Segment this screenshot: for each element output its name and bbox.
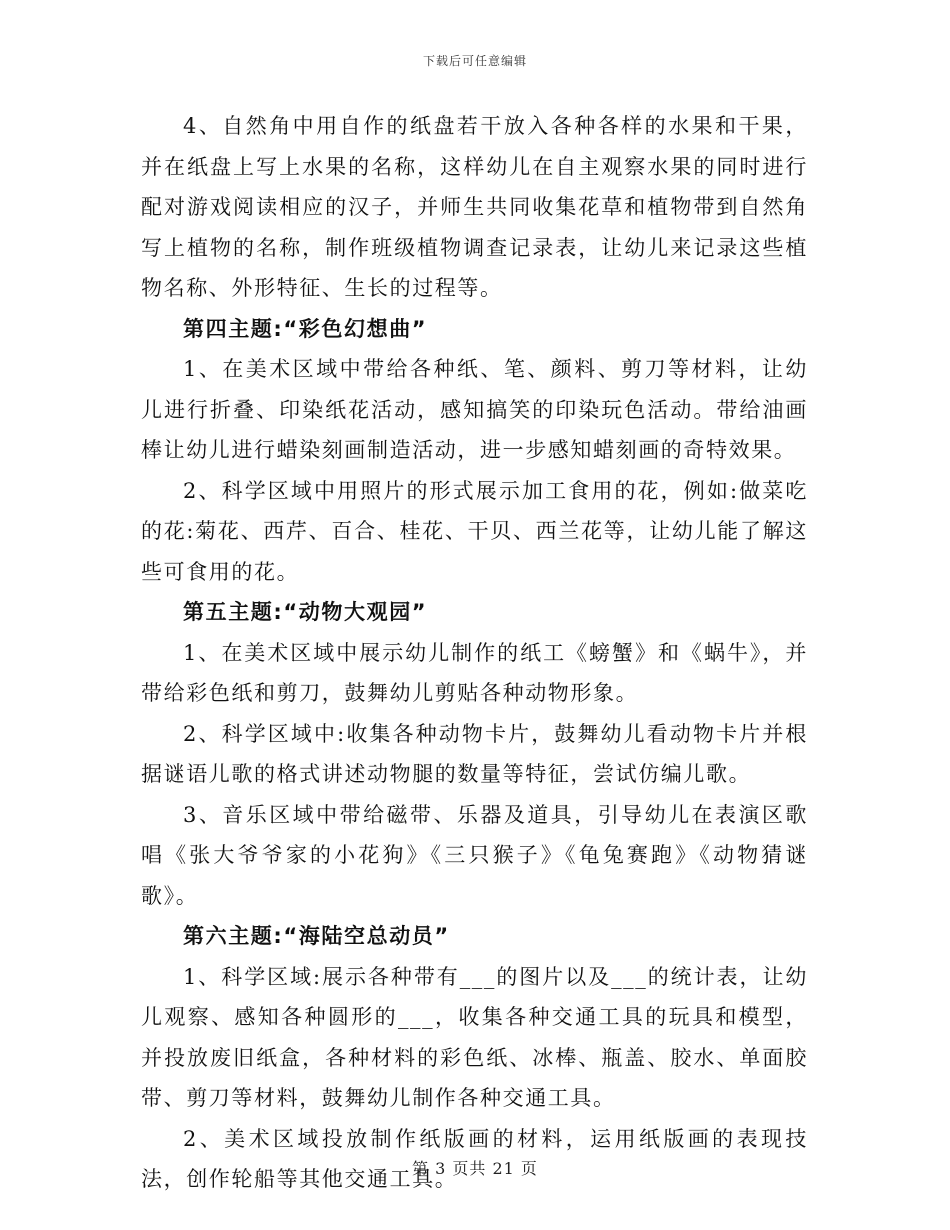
section-heading-theme-4: 第四主题:“彩色幻想曲” [183, 316, 428, 341]
paragraph-theme-5-science: 2、科学区域中:收集各种动物卡片，鼓舞幼儿看动物卡片并根据谜语儿歌的格式讲述动物腿的数量等特征，尝试仿编儿歌。 [141, 721, 808, 786]
paragraph-theme-6-science: 1、科学区域:展示各种带有___的图片以及___的统计表，让幼儿观察、感知各种圆形的___，收集各种交通工具的玩具和模型，并投放废旧纸盒，各种材料的彩色纸、冰棒、瓶盖、胶水、单面胶带、剪刀等材料，鼓舞幼儿制作各种交通工具。 [141, 964, 808, 1110]
page-header-note: 下载后可任意编辑 [422, 54, 527, 68]
paragraph-theme-5-art: 1、在美术区域中展示幼儿制作的纸工《螃蟹》和《蜗牛》，并带给彩色纸和剪刀，鼓舞幼儿剪贴各种动物形象。 [141, 640, 808, 705]
section-heading-theme-6: 第六主题:“海陆空总动员” [183, 924, 450, 948]
paragraph-theme-4-science: 2、科学区域中用照片的形式展示加工食用的花，例如:做菜吃的花:菊花、西芹、百合、桂花、干贝、西兰花等，让幼儿能了解这些可食用的花。 [141, 478, 808, 584]
paragraph-theme-6-art: 2、美术区域投放制作纸版画的材料，运用纸版画的表现技法，创作轮船等其他交通工具。 [141, 1126, 808, 1191]
section-heading-theme-5: 第五主题:“动物大观园” [183, 600, 428, 624]
document-body [141, 106, 808, 1200]
page-number: 第 3 页共 21 页 [412, 1159, 538, 1178]
paragraph-theme-4-art: 1、在美术区域中带给各种纸、笔、颜料、剪刀等材料，让幼儿进行折叠、印染纸花活动，感知搞笑的印染玩色活动。带给油画棒让幼儿进行蜡染刻画制造活动，进一步感知蜡刻画的奇特效果。 [141, 357, 808, 462]
paragraph-natural-corner: 4、自然角中用自作的纸盘若干放入各种各样的水果和干果，并在纸盘上写上水果的名称，这样幼儿在自主观察水果的同时进行配对游戏阅读相应的汉子，并师生共同收集花草和植物带到自然角写上植物的名称，制作班级植物调查记录表，让幼儿来记录这些植物名称、外形特征、生长的过程等。 [141, 114, 808, 300]
paragraph-theme-5-music: 3、音乐区域中带给磁带、乐器及道具，引导幼儿在表演区歌唱《张大爷爷家的小花狗》《三只猴子》《龟兔赛跑》《动物猜谜歌》。 [141, 802, 808, 908]
